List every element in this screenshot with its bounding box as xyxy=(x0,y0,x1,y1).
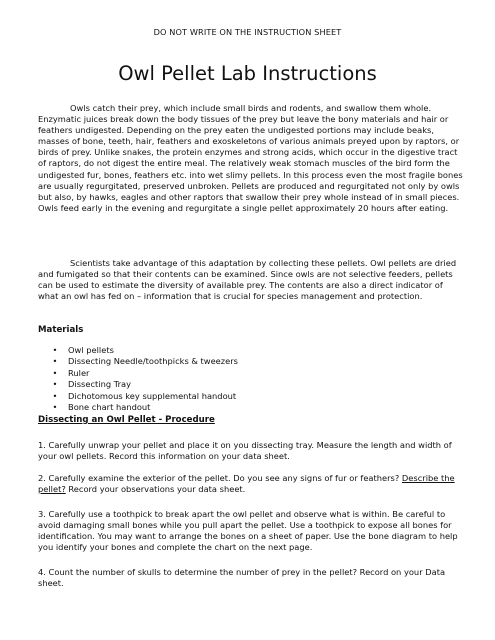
list-item xyxy=(50,345,238,356)
material-label: Dichotomous key supplemental handout xyxy=(68,390,237,401)
step-2-underlined: Describe the pellet? xyxy=(38,473,455,495)
list-item xyxy=(50,356,238,367)
step-2-text: 2. Carefully examine the exterior of the pellet. Do you see any signs of fur or feathers? xyxy=(38,473,402,483)
procedure-step-2 xyxy=(38,473,463,495)
procedure-step-4: 4. Count the number of skulls to determine the number of prey in the pellet? Record on your Data sheet. xyxy=(38,567,446,589)
list-item xyxy=(50,391,238,402)
list-item xyxy=(50,368,238,379)
materials-list xyxy=(50,345,238,413)
bullet-icon: • xyxy=(52,367,58,378)
bullet-icon: • xyxy=(52,379,58,390)
bullet-icon: • xyxy=(52,345,58,355)
list-item xyxy=(50,379,238,390)
material-label: Ruler xyxy=(68,367,90,378)
bullet-icon: • xyxy=(52,356,58,367)
procedure-heading: Dissecting an Owl Pellet - Procedure xyxy=(38,415,215,425)
materials-heading: Materials xyxy=(38,325,84,335)
bullet-icon: • xyxy=(52,390,58,401)
intro-paragraph: Owls catch their prey, which include small birds and rodents, and swallow them whole. Enzymatic juices break down the body tissues of the prey but leave the bony materials and hair or feathers undigested. Depending on the prey eaten the undigested portions may include beaks, masses of bone, teeth, hair, feathers and exoskeletons of various animals preyed upon by raptors, or birds of prey. Unlike snakes, the protein enzymes and strong acids, which occur in the digestive tract of raptors, do not digest the entire meal. The relatively weak stomach muscles of the bird form the undigested fur, bones, feathers etc. into wet slimy pellets. In this process even the most fragile bones are usually regurgitated, preserved unbroken. Pellets are produced and regurgitated not only by owls but also, by hawks, eagles and other raptors that swallow their prey whole instead of in small pieces. Owls feed early in the evening and regurgitate a single pellet approximately 20 hours after eating. xyxy=(38,103,463,213)
header-note: DO NOT WRITE ON THE INSTRUCTION SHEET xyxy=(153,27,342,37)
list-item xyxy=(50,402,238,413)
material-label: Owl pellets xyxy=(68,345,114,355)
second-paragraph: Scientists take advantage of this adaptation by collecting these pellets. Owl pellets are dried and fumigated so that their contents can be examined. Since owls are not selective feeders, pellets can be used to estimate the diversity of available prey. The contents are also a direct indicator of what an owl has fed on – information that is crucial for species management and protection. xyxy=(38,258,457,302)
step-2-text-end: Record your observations your data sheet. xyxy=(65,484,246,495)
material-label: Bone chart handout xyxy=(68,402,151,413)
bullet-icon: • xyxy=(52,402,58,413)
material-label: Dissecting Needle/toothpicks & tweezers xyxy=(68,356,238,367)
procedure-step-1: 1. Carefully unwrap your pellet and place it on you dissecting tray. Measure the length and width of your owl pellets. Record this information on your data sheet. xyxy=(38,440,452,462)
material-label: Dissecting Tray xyxy=(68,379,131,390)
procedure-step-3: 3. Carefully use a toothpick to break apart the owl pellet and observe what is within. Be careful to avoid damaging small bones while you pull apart the pellet. Use a toothpick to expose all bones for identification. You may want to arrange the bones on a sheet of paper. Use the bone diagram to help you identify your bones and complete the chart on the next page. xyxy=(38,509,458,553)
page-title: Owl Pellet Lab Instructions xyxy=(118,62,377,85)
